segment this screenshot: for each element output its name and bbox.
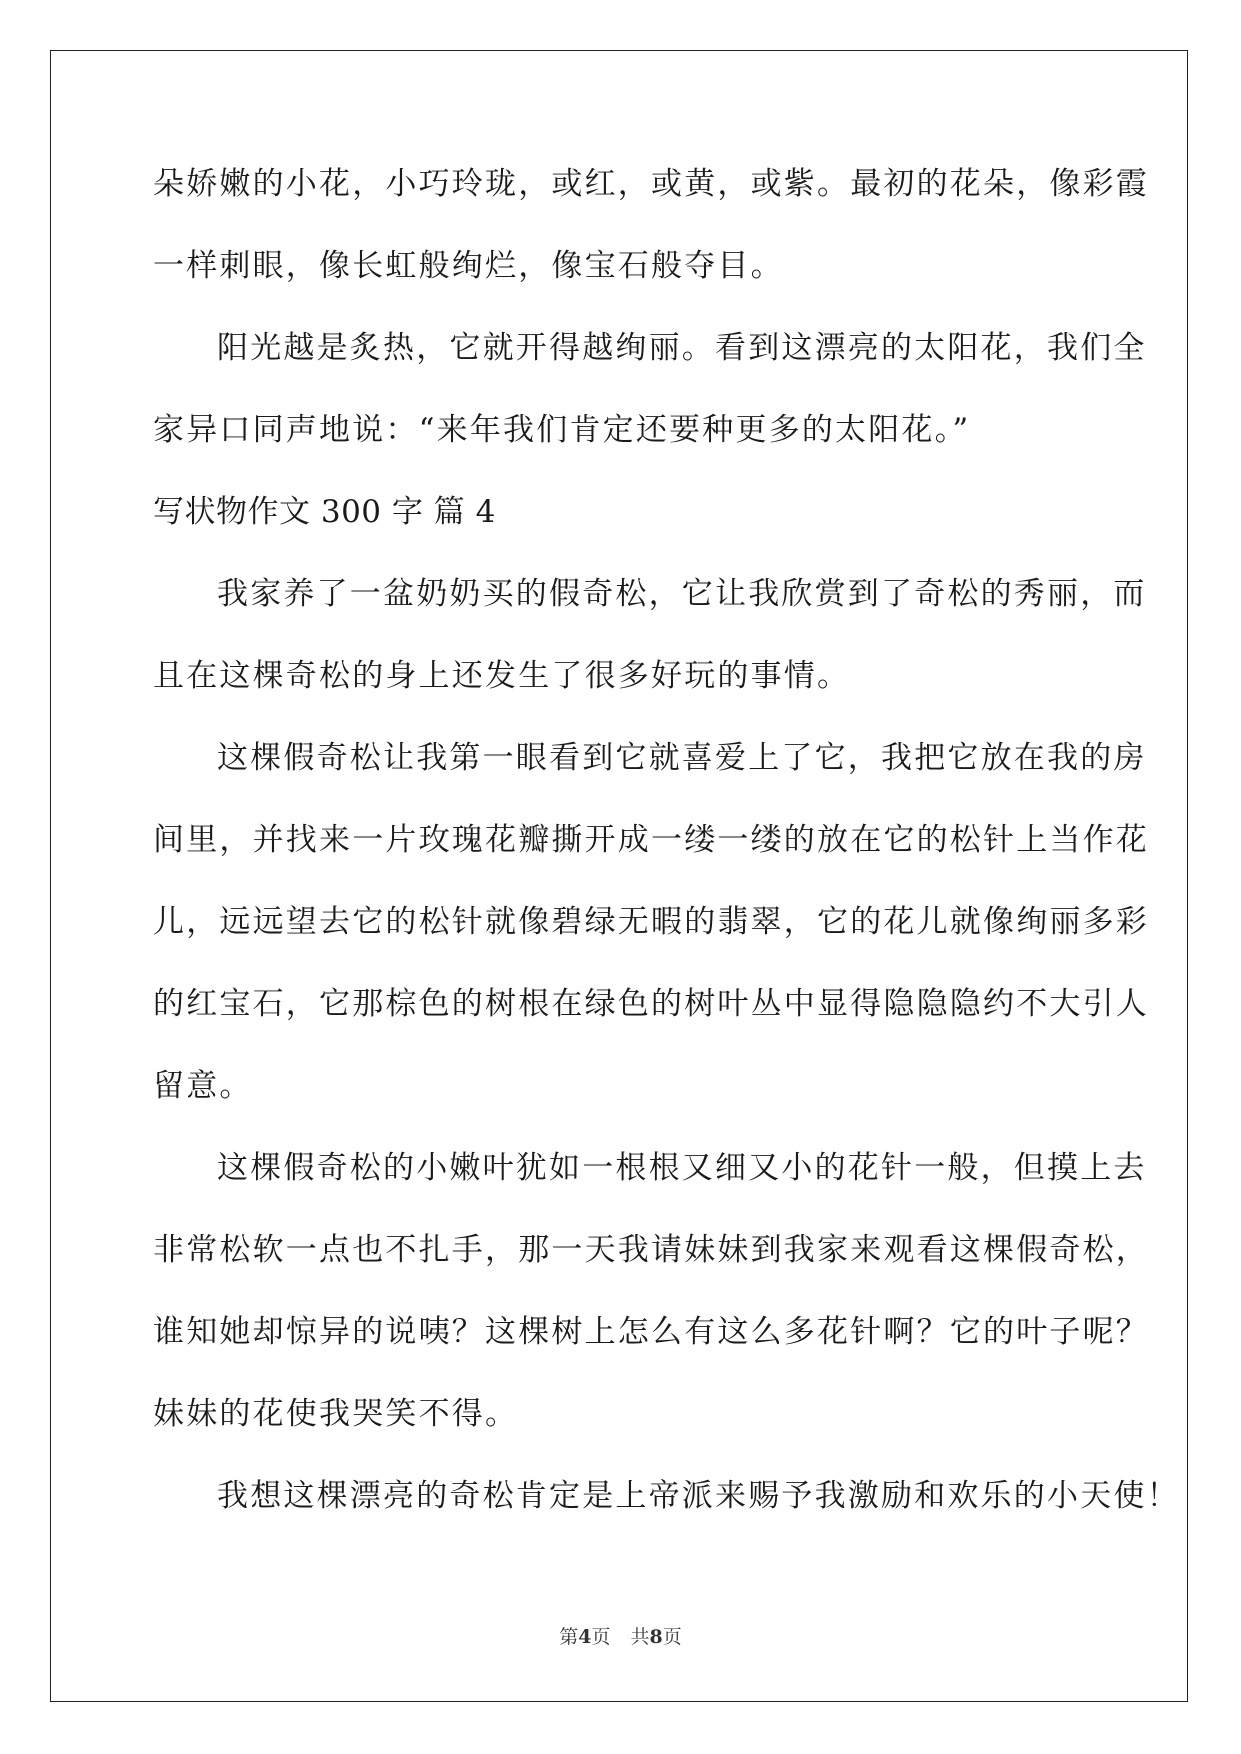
text-line: 且在这棵奇松的身上还发生了很多好玩的事情。 bbox=[153, 658, 851, 694]
text-line: 谁知她却惊异的说咦？这棵树上怎么有这么多花针啊？它的叶子呢？ bbox=[153, 1314, 1149, 1350]
text-line: 家异口同声地说：“来年我们肯定还要种更多的太阳花。” bbox=[153, 412, 971, 448]
paragraph-start-line: 这棵假奇松的小嫩叶犹如一根根又细又小的花针一般，但摸上去 bbox=[217, 1150, 1147, 1186]
document-body bbox=[153, 162, 1180, 1556]
page-suffix: 页 bbox=[591, 1626, 611, 1648]
total-prefix: 共 bbox=[630, 1626, 650, 1648]
total-suffix: 页 bbox=[662, 1626, 682, 1648]
page-total: 8 bbox=[649, 1626, 663, 1648]
page-footer bbox=[0, 1622, 1241, 1649]
paragraph-start-line: 这棵假奇松让我第一眼看到它就喜爱上了它，我把它放在我的房 bbox=[217, 740, 1147, 776]
text-line: 一样刺眼，像长虹般绚烂，像宝石般夺目。 bbox=[153, 248, 784, 284]
text-line: 的红宝石，它那棕色的树根在绿色的树叶丛中显得隐隐隐约不大引人 bbox=[153, 986, 1149, 1022]
text-line: 非常松软一点也不扎手，那一天我请妹妹到我家来观看这棵假奇松， bbox=[153, 1232, 1149, 1268]
text-line: 留意。 bbox=[153, 1068, 253, 1104]
paragraph-start-line: 我家养了一盆奶奶买的假奇松，它让我欣赏到了奇松的秀丽，而 bbox=[217, 576, 1147, 612]
page-current: 4 bbox=[578, 1626, 592, 1648]
text-line: 妹妹的花使我哭笑不得。 bbox=[153, 1396, 519, 1432]
section-heading: 写状物作文 300 字 篇 4 bbox=[153, 494, 496, 530]
text-line: 儿，远远望去它的松针就像碧绿无暇的翡翠，它的花儿就像绚丽多彩 bbox=[153, 904, 1149, 940]
paragraph-start-line: 我想这棵漂亮的奇松肯定是上帝派来赐予我激励和欢乐的小天使！ bbox=[217, 1478, 1180, 1514]
text-line: 间里，并找来一片玫瑰花瓣撕开成一缕一缕的放在它的松针上当作花 bbox=[153, 822, 1149, 858]
page-prefix: 第 bbox=[559, 1626, 579, 1648]
paragraph-start-line: 阳光越是炙热，它就开得越绚丽。看到这漂亮的太阳花，我们全 bbox=[217, 330, 1147, 366]
text-line: 朵娇嫩的小花，小巧玲珑，或红，或黄，或紫。最初的花朵，像彩霞 bbox=[153, 166, 1149, 202]
